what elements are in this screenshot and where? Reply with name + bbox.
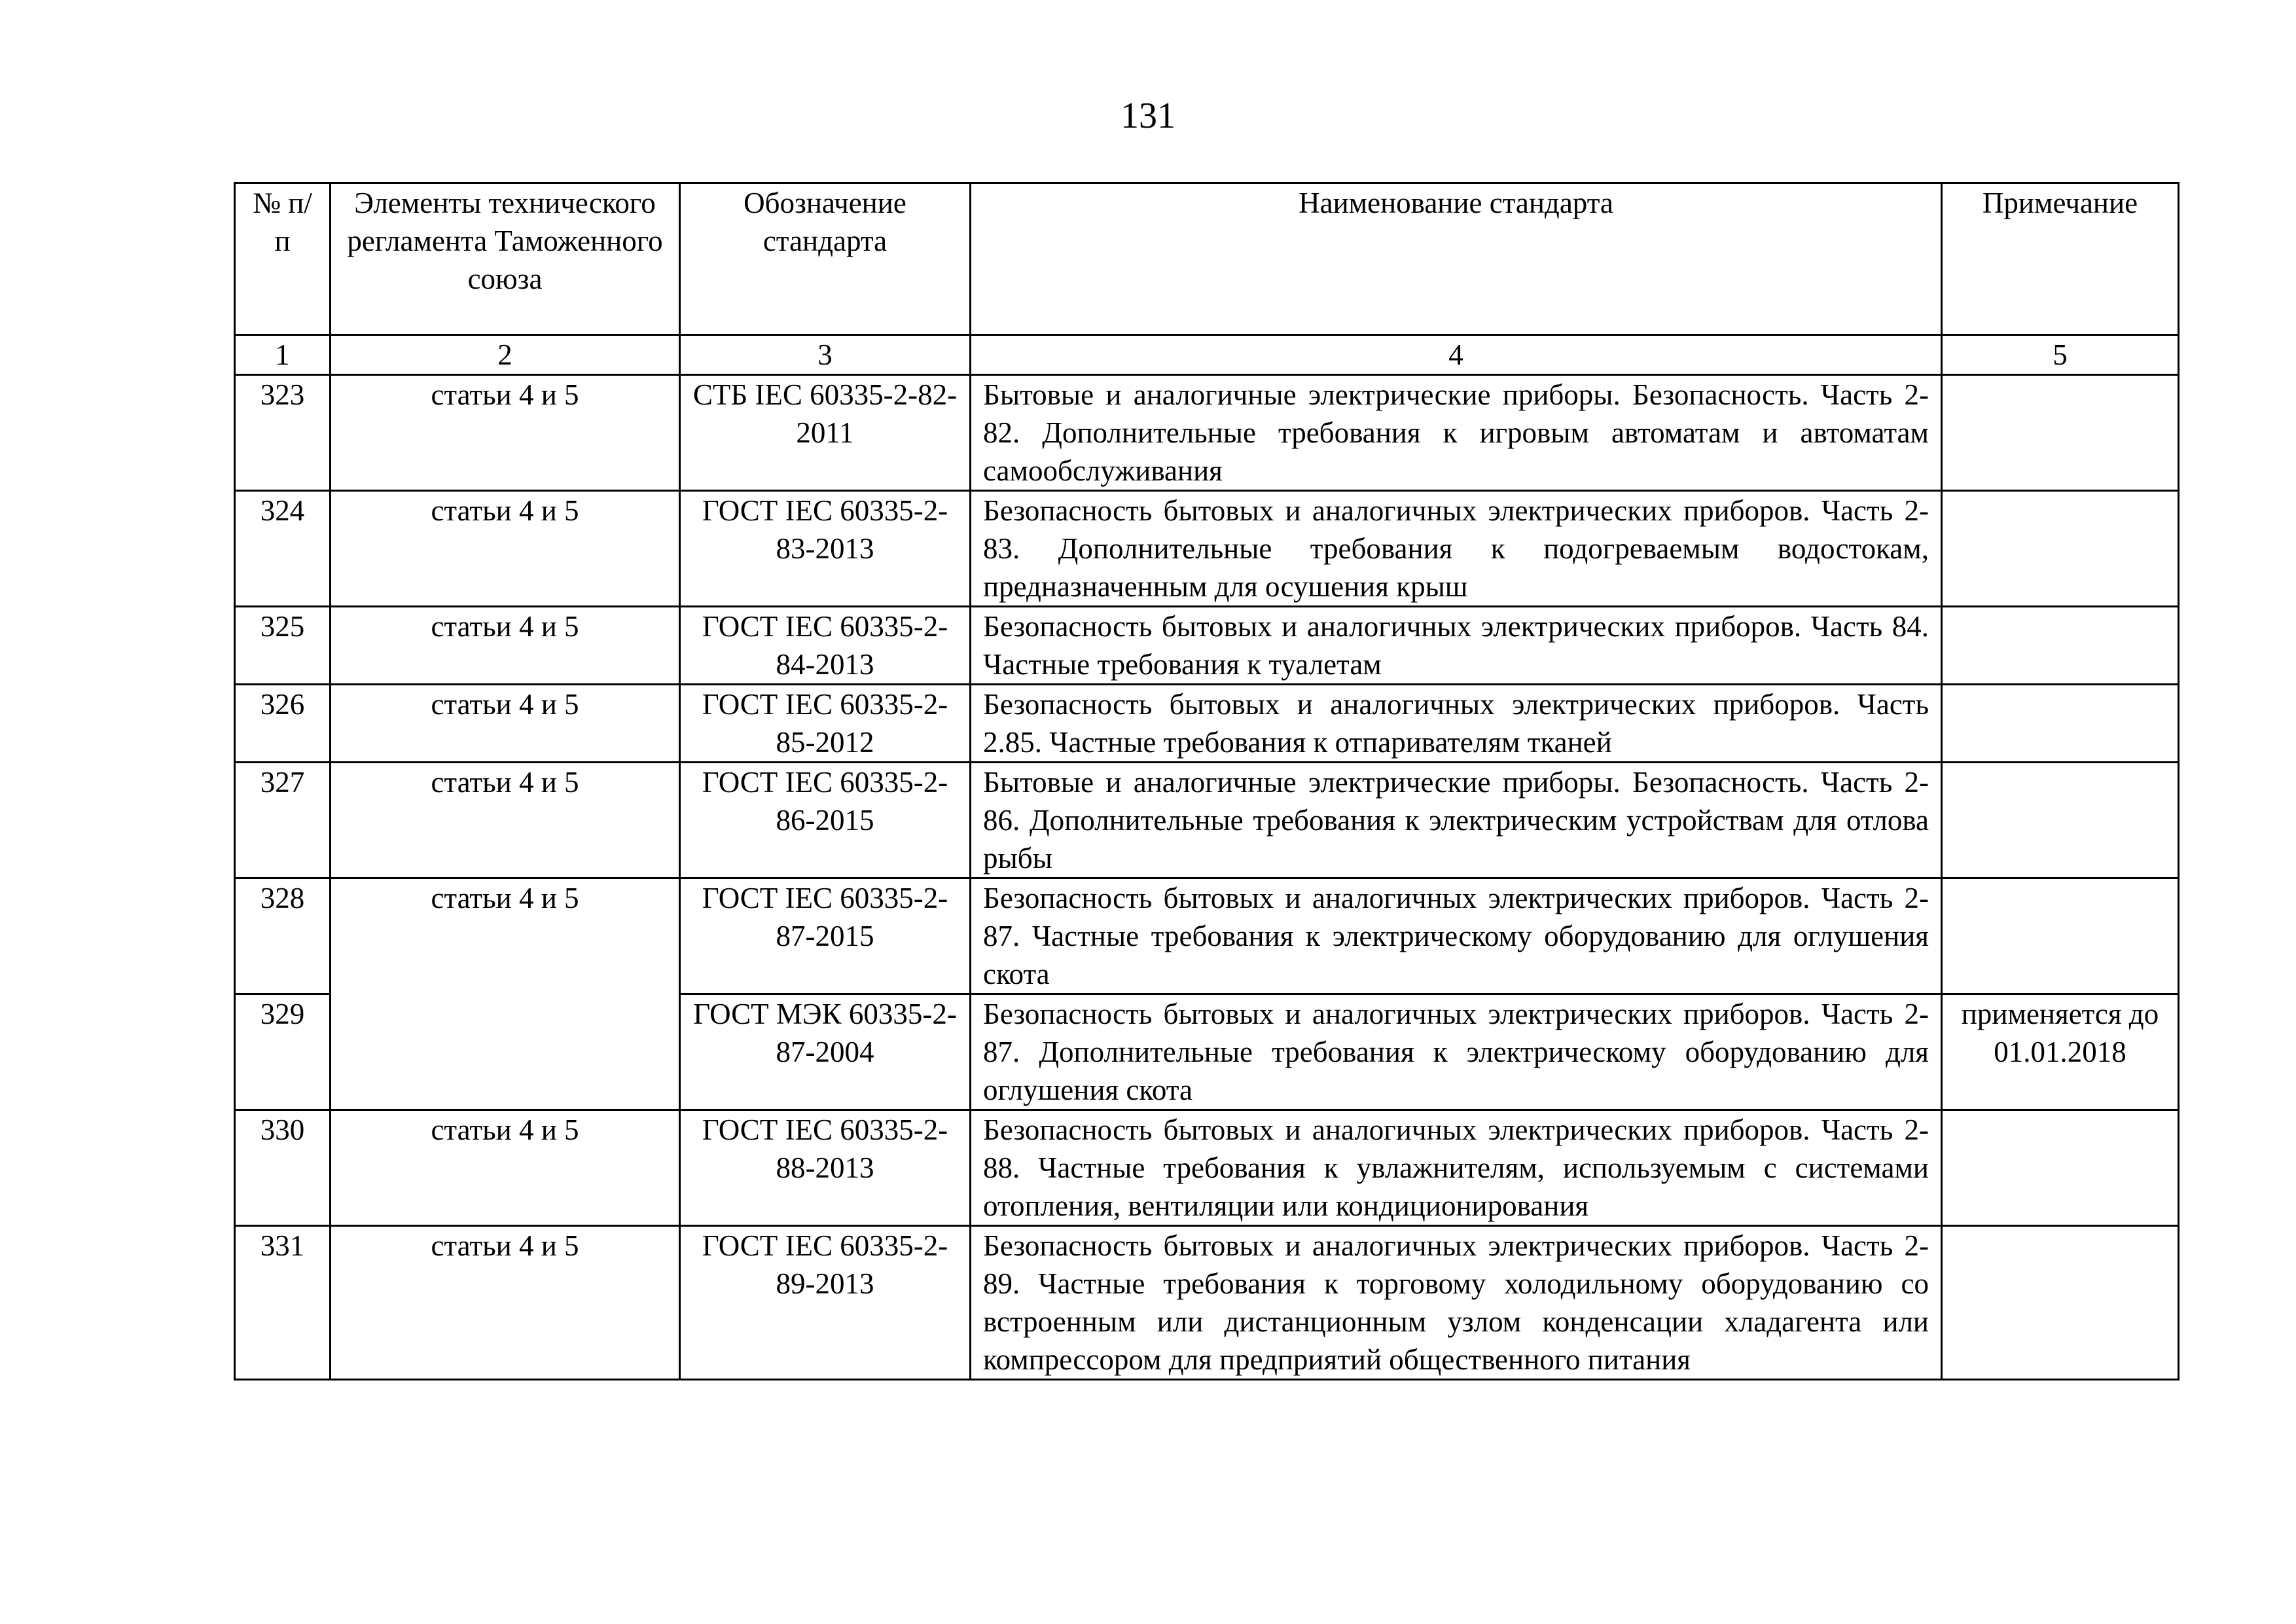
row-number: 324 — [235, 491, 331, 607]
row-number: 328 — [235, 878, 331, 994]
row-note — [1942, 685, 2179, 763]
header-designation: Обозначение стандарта — [680, 183, 971, 335]
row-elements: статьи 4 и 5 — [331, 1226, 680, 1380]
standards-table — [234, 182, 2179, 1380]
row-elements: статьи 4 и 5 — [331, 878, 680, 1110]
row-number: 326 — [235, 685, 331, 763]
row-note — [1942, 491, 2179, 607]
row-note — [1942, 375, 2179, 491]
row-standard-name: Бытовые и аналогичные электрические приборы. Безопасность. Часть 2-86. Дополнительные требования к электрическим устройствам для отлова рыбы — [971, 763, 1942, 878]
row-note — [1942, 763, 2179, 878]
row-standard-name: Безопасность бытовых и аналогичных электрических приборов. Часть 2-89. Частные требования к торговому холодильному оборудованию со встроенным или дистанционным узлом конденсации хладагента или компрессором для предприятий общественного питания — [971, 1226, 1942, 1380]
row-designation: СТБ IEC 60335-2-82-2011 — [680, 375, 971, 491]
row-designation: ГОСТ МЭК 60335-2-87-2004 — [680, 994, 971, 1110]
row-standard-name: Безопасность бытовых и аналогичных электрических приборов. Часть 2.85. Частные требования к отпаривателям тканей — [971, 685, 1942, 763]
header-elements: Элементы технического регламента Таможенного союза — [331, 183, 680, 335]
row-elements: статьи 4 и 5 — [331, 763, 680, 878]
column-number: 1 — [235, 335, 331, 375]
table-header-row — [235, 183, 2179, 335]
table-row — [235, 375, 2179, 491]
table-row — [235, 1110, 2179, 1226]
row-standard-name: Безопасность бытовых и аналогичных электрических приборов. Часть 2-87. Дополнительные требования к электрическому оборудованию для оглушения скота — [971, 994, 1942, 1110]
row-number: 327 — [235, 763, 331, 878]
header-note: Примечание — [1942, 183, 2179, 335]
row-designation: ГОСТ IEC 60335-2-85-2012 — [680, 685, 971, 763]
row-number: 329 — [235, 994, 331, 1110]
row-designation: ГОСТ IEC 60335-2-87-2015 — [680, 878, 971, 994]
page-number: 131 — [1121, 96, 1175, 136]
row-standard-name: Безопасность бытовых и аналогичных электрических приборов. Часть 2-87. Частные требования к электрическому оборудованию для оглушения скота — [971, 878, 1942, 994]
row-number: 325 — [235, 607, 331, 685]
header-number: № п/п — [235, 183, 331, 335]
header-name: Наименование стандарта — [971, 183, 1942, 335]
row-elements: статьи 4 и 5 — [331, 375, 680, 491]
table-row — [235, 1226, 2179, 1380]
table-row — [235, 763, 2179, 878]
table-row — [235, 491, 2179, 607]
column-number: 3 — [680, 335, 971, 375]
row-standard-name: Бытовые и аналогичные электрические приборы. Безопасность. Часть 2-82. Дополнительные требования к игровым автоматам и автоматам самообслуживания — [971, 375, 1942, 491]
column-numbers-row — [235, 335, 2179, 375]
row-note — [1942, 1226, 2179, 1380]
row-designation: ГОСТ IEC 60335-2-83-2013 — [680, 491, 971, 607]
row-standard-name: Безопасность бытовых и аналогичных электрических приборов. Часть 84. Частные требования к туалетам — [971, 607, 1942, 685]
table-row — [235, 685, 2179, 763]
row-elements: статьи 4 и 5 — [331, 607, 680, 685]
row-number: 323 — [235, 375, 331, 491]
column-number: 5 — [1942, 335, 2179, 375]
column-number: 2 — [331, 335, 680, 375]
row-note — [1942, 878, 2179, 994]
row-designation: ГОСТ IEC 60335-2-86-2015 — [680, 763, 971, 878]
row-designation: ГОСТ IEC 60335-2-84-2013 — [680, 607, 971, 685]
row-elements: статьи 4 и 5 — [331, 685, 680, 763]
row-elements: статьи 4 и 5 — [331, 491, 680, 607]
row-standard-name: Безопасность бытовых и аналогичных электрических приборов. Часть 2-83. Дополнительные требования к подогреваемым водостокам, предназначенным для осушения крыш — [971, 491, 1942, 607]
row-note — [1942, 607, 2179, 685]
column-number: 4 — [971, 335, 1942, 375]
row-elements: статьи 4 и 5 — [331, 1110, 680, 1226]
row-designation: ГОСТ IEC 60335-2-88-2013 — [680, 1110, 971, 1226]
row-note — [1942, 1110, 2179, 1226]
row-number: 330 — [235, 1110, 331, 1226]
row-number: 331 — [235, 1226, 331, 1380]
row-designation: ГОСТ IEC 60335-2-89-2013 — [680, 1226, 971, 1380]
row-note: применяется до 01.01.2018 — [1942, 994, 2179, 1110]
table-row — [235, 607, 2179, 685]
table-row — [235, 878, 2179, 994]
row-standard-name: Безопасность бытовых и аналогичных электрических приборов. Часть 2-88. Частные требования к увлажнителям, используемым с системами отопления, вентиляции или кондиционирования — [971, 1110, 1942, 1226]
